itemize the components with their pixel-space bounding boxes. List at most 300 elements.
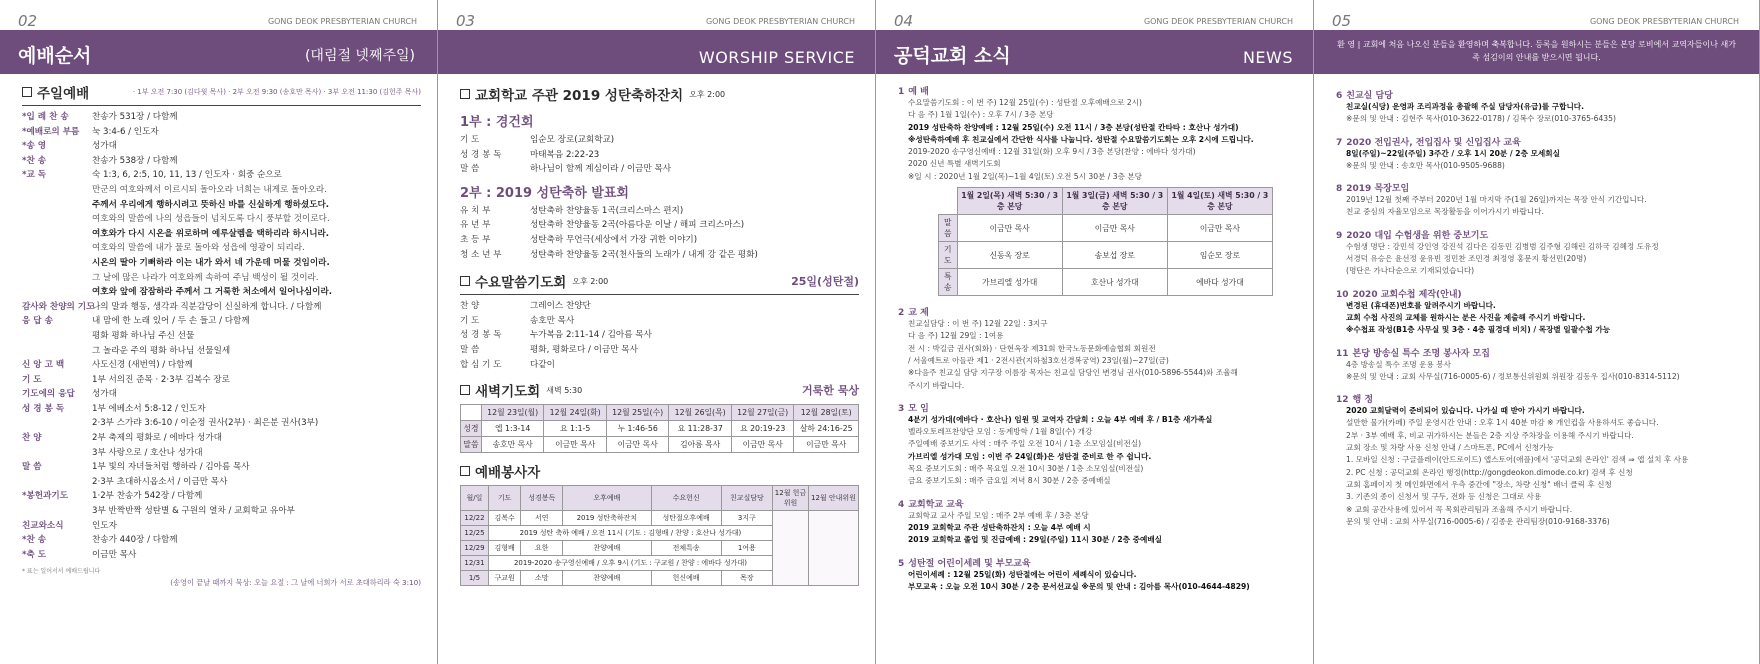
news-line: 어린이세례 : 12월 25일(화) 성탄절에는 어린이 세례식이 있습니다.	[908, 569, 1137, 579]
order-label: *예배로의 부름	[22, 126, 80, 137]
volunteer-table	[460, 485, 859, 586]
table-row	[461, 421, 859, 437]
news-item	[1336, 135, 1743, 173]
table-cell: 누 1:46-56	[606, 421, 669, 437]
news-title-text: 2020 교회수첩 제작(안내)	[1352, 289, 1462, 300]
order-row	[22, 154, 421, 169]
news-line: 2019 성탄축하 찬양예배 : 12월 25일(수) 오전 11시 / 3층 본당(성탄절 칸타타 : 호산나 성가대)	[908, 122, 1239, 132]
table-cell: 요 11:28-37	[669, 421, 732, 437]
church-name: GONG DEOK PRESBYTERIAN CHURCH	[1143, 17, 1293, 26]
table-cell: 목장	[721, 571, 772, 586]
order-label	[22, 475, 92, 490]
order-row	[22, 168, 421, 183]
page-title-en: WORSHIP SERVICE	[698, 48, 855, 67]
responsive-reading-line: 시온의 딸아 기뻐하라 이는 내가 와서 네 가운데 머물 것임이라.	[92, 257, 330, 268]
order-label: 기도에의 응답	[22, 389, 75, 400]
order-value: 눅 3:4-6 / 인도자	[92, 126, 159, 137]
table-header-cell: 1월 2일(목) 새벽 5:30 / 3층 본당	[957, 188, 1062, 215]
news-title-text: 예 배	[908, 87, 929, 97]
christmas-day-label: 25일(성탄절)	[791, 275, 859, 289]
order-value: 숙 1:3, 6, 2:5, 10, 11, 13 / 인도자 · 회중 순으로	[92, 170, 282, 181]
news-line: 4분기 성가대(에바다 · 호산나) 임원 및 교역자 간담회 : 오늘 4부 예배 후 / B1층 새가족실	[908, 414, 1213, 424]
page-worship-order	[0, 0, 438, 664]
page-title: 예배순서	[18, 45, 92, 67]
order-label: 신 앙 고 백	[22, 360, 65, 371]
news-line: 4층 방송실 특수 조명 운용 봉사	[1346, 359, 1451, 369]
table-cell: 12/22	[461, 511, 489, 526]
news-title-text: 본당 방송실 특수 조명 봉사자 모집	[1352, 348, 1490, 359]
news-title-text: 교회학교 교육	[908, 499, 964, 510]
order-row	[22, 387, 421, 402]
order-label: 초 등 부	[460, 234, 491, 245]
responsive-reading-line: 여호와의 말씀에 내가 물로 돌아와 성읍에 영광이 되리라.	[92, 243, 305, 254]
news-line: 문의 및 안내 : 교회 사무실(716-0005-6) / 김종운 관리팀장(010-9168-3376)	[1346, 516, 1610, 526]
order-value: 다같이	[530, 359, 555, 370]
page-number: 03	[456, 12, 476, 30]
news-number: 12	[1336, 395, 1349, 406]
order-row	[22, 125, 421, 140]
table-cell: 김형배	[488, 541, 520, 556]
table-cell: 신동옥 장로	[957, 242, 1062, 269]
order-value: 평화 평화 하나님 주신 선물	[92, 330, 195, 341]
table-cell: 에바다 성가대	[1167, 269, 1272, 296]
news-title-text: 2020 대입 수험생을 위한 중보기도	[1346, 230, 1489, 241]
news-title	[898, 556, 1297, 569]
order-label: *축 도	[22, 549, 47, 560]
offering-committee-cell	[773, 511, 809, 586]
table-cell: 1/5	[461, 571, 489, 586]
table-header-cell: 월/일	[461, 486, 489, 511]
news-title	[898, 401, 1297, 414]
news-line: 금요 중보기도회 : 매주 금요일 저녁 8시 30분 / 2층 중예배실	[908, 476, 1111, 486]
order-value: 나의 말과 행동, 생각과 직분감당이 신실하게 합니다. / 다함께	[92, 301, 322, 312]
checkbox-icon	[22, 87, 32, 97]
news-line: 교회 수첩 사진의 교체를 원하시는 분은 사진을 제출해 주시기 바랍니다.	[1346, 312, 1586, 322]
order-label: *송 영	[22, 141, 47, 152]
table-cell: 2019 성탄축하잔치	[563, 511, 652, 526]
news-title-text: 2019 목장모임	[1346, 184, 1410, 195]
news-title-text: 교 제	[908, 308, 929, 319]
news-number: 10	[1336, 289, 1349, 300]
table-cell: 성탄절오후예배	[651, 511, 721, 526]
table-cell: 호산나 성가대	[1062, 269, 1167, 296]
order-value: 임순모 장로(교회학교)	[530, 135, 615, 145]
news-number: 2	[898, 308, 905, 319]
table-cell: 이금만 목사	[794, 437, 859, 453]
news-line: 2019 교회학교 졸업 및 진급예배 : 29일(주일) 11시 30분 / 2층 중예배실	[908, 535, 1162, 545]
news-number: 11	[1336, 348, 1349, 359]
news-line: 목요 중보기도회 : 매주 목요일 오전 10시 30분 / 1층 소모임실(비전실)	[908, 464, 1144, 474]
order-row	[460, 162, 859, 177]
news-line: 다 음 주) 1월 1일(수) : 오후 7시 / 3층 본당	[908, 110, 1054, 120]
news-line: 주시기 바랍니다.	[908, 380, 965, 390]
table-cell: 이금만 목사	[544, 437, 607, 453]
order-label: 감사와 찬양의 기도	[22, 301, 95, 312]
title-band	[438, 30, 875, 74]
order-row	[460, 343, 859, 358]
order-label: 말 씀	[460, 164, 480, 175]
table-row	[939, 215, 1273, 242]
news-line: 친교실담당 : 이 번 주) 12월 22일 : 3지구	[908, 319, 1048, 329]
order-label: 기 도	[460, 135, 480, 145]
order-row	[460, 314, 859, 329]
order-value: 성탄축하 찬양율동 1곡(크리스마스 편지)	[530, 205, 684, 216]
order-row	[460, 133, 859, 148]
news-line: 부모교육 : 오늘 오전 10시 30분 / 2층 문서선교실 ※문의 및 안내 : 김아름 목사(010-4644-4829)	[908, 581, 1250, 591]
table-row	[461, 511, 859, 526]
order-value: 성가대	[92, 389, 117, 400]
order-label: *찬 송	[22, 535, 47, 546]
order-label: 응 답 송	[22, 316, 53, 327]
order-label: 찬 양	[22, 433, 42, 444]
news-line: 2020 신년 특별 새벽기도회	[908, 159, 1001, 169]
table-cell: 살하 24:16-25	[794, 421, 859, 437]
news-title-text: 행 정	[1352, 395, 1374, 406]
table-cell: 헌신예배	[651, 571, 721, 586]
order-label: 유 치 부	[460, 205, 491, 216]
table-header-cell: 12월 안내위원	[809, 486, 859, 511]
order-label: *찬 송	[22, 155, 47, 166]
news-line: 벨라오토레프찬양단 모임 : 동계방학 / 1월 8일(수) 개강	[908, 427, 1093, 437]
table-cell: 성경	[461, 421, 482, 437]
order-label: 기 도	[460, 315, 480, 326]
checkbox-icon	[460, 276, 470, 286]
news-line: 2부 · 3부 예배 후, 비교 귀가하시는 분들은 2층 지상 주차장을 이용해 주시기 바랍니다.	[1346, 430, 1634, 440]
table-cell: 12/31	[461, 556, 489, 571]
news-line: 2020 교회달력이 준비되어 있습니다. 나가실 때 받아 가시기 바랍니다.	[1346, 406, 1585, 416]
table-header-cell: 1월 4일(토) 새벽 5:30 / 3층 본당	[1167, 188, 1272, 215]
news-title	[1336, 287, 1743, 300]
order-label: 찬 양	[460, 301, 480, 312]
table-header-cell: 성경봉독	[521, 486, 563, 511]
dawn-prayer-table	[460, 404, 859, 453]
checkbox-icon	[460, 385, 470, 395]
order-value: 2·3부 초대하시옵소서 / 이금만 목사	[92, 476, 228, 487]
table-header-cell: 1월 3일(금) 새벽 5:30 / 3층 본당	[1062, 188, 1167, 215]
order-label: 청 소 년 부	[460, 249, 502, 260]
news-item	[1336, 88, 1743, 126]
table-header-cell: 친교실담당	[721, 486, 772, 511]
order-value: 1부 빛의 자녀들처럼 행하라 / 김아름 목사	[92, 462, 250, 473]
table-cell: 요한	[521, 541, 563, 556]
table-header-cell: 12월 26일(목)	[669, 405, 732, 421]
news-item	[898, 556, 1297, 594]
table-cell: 임순모 장로	[1167, 242, 1272, 269]
order-value: 그레이스 찬양단	[530, 301, 591, 312]
order-label: 말 씀	[22, 462, 42, 473]
part2-heading: 2부 : 2019 성탄축하 발표회	[460, 185, 629, 201]
order-row	[22, 533, 421, 548]
order-row	[460, 233, 859, 248]
order-value: 인도자	[92, 520, 117, 531]
order-label: 기 도	[22, 374, 42, 385]
news-line: 수험생 명단 : 강민석 강인영 강진석 김다은 김동민 김병범 김주형 김해린 김하국 김혜정 도유정	[1346, 241, 1659, 251]
table-cell: 송호만 목사	[481, 437, 544, 453]
order-value: 이금만 목사	[92, 549, 137, 560]
order-label: 성 경 봉 독	[460, 149, 502, 160]
news-number: 9	[1336, 230, 1343, 241]
news-title-text: 친교실 담당	[1346, 91, 1393, 101]
footnote: * 표는 일어서서 예배드립니다	[22, 568, 101, 576]
news-item	[898, 401, 1297, 488]
order-label: *봉헌과기도	[22, 491, 69, 502]
newyear-dawn-table	[938, 187, 1273, 296]
news-line: 2. PC 신청 : 공덕교회 온라인 행정(http://gongdeokon.dimode.co.kr) 검색 후 신청	[1346, 467, 1633, 477]
news-item	[898, 305, 1297, 392]
order-row	[460, 248, 859, 263]
news-line: 전 시 : 박길금 권사(회화) · 단현옥장 제31회 한국노동문화예술협회 회원전	[908, 343, 1156, 353]
news-item	[1336, 392, 1743, 528]
news-line: ※문의 및 안내 : 김현주 목사(010-3622-0178) / 김복수 장로(010-3765-6435)	[1346, 114, 1616, 124]
table-corner	[939, 188, 958, 215]
page-number: 05	[1332, 12, 1352, 30]
news-line: 교회 홈페이지 첫 메인화면에서 우측 중간에 "장소, 차량 신청" 배너 클릭 후 신청	[1346, 479, 1612, 489]
order-row	[22, 373, 421, 388]
table-cell: 서연	[521, 511, 563, 526]
news-line: ※다음주 친교실 담당 지구장 이름장 목자는 친교실 담당인 변경님 권사(010-5896-5544)와 조율해	[908, 368, 1238, 378]
order-value: 송호만 목사	[530, 315, 575, 326]
order-row	[22, 314, 421, 329]
table-header-cell: 12월 25일(수)	[606, 405, 669, 421]
table-cell: 이금만 목사	[731, 437, 794, 453]
news-line: 교회 장소 및 차량 사용 신청 안내 / 스마트폰, PC에서 신청가능	[1346, 443, 1554, 453]
order-row	[22, 329, 421, 344]
section-christmas-festival: 교회학교 주관 2019 성탄축하잔치 오후 2:00	[460, 84, 859, 104]
news-line: ※수첩표 작성(B1층 사무실 및 3층 · 4층 필경대 비치) / 목장별 일괄수첩 가능	[1346, 325, 1611, 335]
news-item	[1336, 287, 1743, 337]
order-value: 내 맘에 한 노래 있어 / 두 손 들고 / 다함께	[92, 316, 250, 327]
order-value: 1부 서의진 준목 · 2·3부 김복수 장로	[92, 374, 230, 385]
news-line: 수요말씀기도회 : 이 번 주) 12월 25일(수) : 성탄절 오후예배으로 2시)	[908, 98, 1142, 107]
order-row	[22, 548, 421, 563]
order-value: 그 놀라운 주의 평화 하나님 선물일세	[92, 345, 231, 356]
order-row	[22, 446, 421, 461]
table-header-cell: 오후예배	[563, 486, 652, 511]
table-cell: 이금만 목사	[1062, 215, 1167, 242]
table-cell: 김복수	[488, 511, 520, 526]
order-value: 사도신경 (새번역) / 다함께	[92, 360, 193, 371]
news-line: 변경된 (휴대폰)번호를 알려주시기 바랍니다.	[1346, 300, 1496, 310]
order-value: 3부 반짝반짝 성탄별 & 구원의 열차 / 교회학교 유아부	[92, 506, 295, 517]
order-label: 유 년 부	[460, 220, 491, 231]
table-cell: 12/25	[461, 526, 489, 541]
checkbox-icon	[460, 466, 470, 476]
table-cell-merged: 2019 성탄 축하 예배 / 오전 11시 (기도 : 김형배 / 찬양 : 호산나 성가대)	[488, 526, 772, 541]
news-title	[1336, 88, 1743, 101]
order-value: 마태복음 2:22-23	[530, 149, 600, 160]
news-line: 2019 교회학교 주관 성탄축하잔치 : 오늘 4부 예배 시	[908, 522, 1091, 532]
title-band	[876, 30, 1313, 74]
order-row	[22, 460, 421, 475]
order-row	[22, 431, 421, 446]
table-cell: 기 도	[939, 242, 958, 269]
table-header-cell: 12월 28일(토)	[794, 405, 859, 421]
table-cell: 말 씀	[939, 215, 958, 242]
service-times: · 1부 오전 7:30 (김다윗 목사) · 2부 오전 9:30 (송호만 목사) · 3부 오전 11:30 (김헌주 목사)	[132, 88, 421, 96]
section-wednesday-prayer: 수요말씀기도회 오후 2:00	[460, 271, 608, 291]
order-label: *입 례 찬 송	[22, 112, 69, 122]
responsive-reading-line: 여호와가 다시 시온을 위로하며 예루살렘을 택하리라 하시니라.	[92, 228, 330, 239]
table-cell: 송보섭 장로	[1062, 242, 1167, 269]
order-label	[22, 329, 92, 344]
news-number: 4	[898, 499, 905, 510]
table-cell: 전체특송	[651, 541, 721, 556]
news-item	[1336, 346, 1743, 384]
news-line: 서경덕 유승은 윤선정 윤유빈 정민찬 조민경 최정영 홍문지 황선민(20명)	[1346, 254, 1587, 264]
news-title	[1336, 346, 1743, 359]
section-title: 주일예배	[22, 82, 89, 102]
order-value: 성탄축하 찬양율동 2곡(아름다운 이날 / 해피 크리스마스)	[530, 220, 745, 231]
news-title-text: 모 임	[908, 403, 929, 414]
news-line: 3. 기존의 종이 신청서 및 구두, 전화 등 신청은 그대로 사용	[1346, 492, 1542, 502]
news-title	[898, 84, 1297, 97]
table-cell: 엡 1:3-14	[481, 421, 544, 437]
table-cell: 1여용	[721, 541, 772, 556]
order-value: 2부 축제의 평화로 / 에바다 성가대	[92, 433, 222, 444]
news-item	[1336, 181, 1743, 219]
table-header-row	[461, 486, 859, 511]
news-item	[898, 497, 1297, 547]
news-number: 6	[1336, 91, 1343, 101]
section-volunteers: 예배봉사자	[460, 461, 859, 481]
news-line: 2019-2020 송구영신예배 : 12월 31일(화) 오후 9시 / 3층 본당(찬양 : 에바다 성가대)	[908, 147, 1196, 157]
order-row	[22, 489, 421, 504]
order-value: 평화, 평화로다 / 이금만 목사	[530, 344, 638, 355]
table-header-cell: 기도	[488, 486, 520, 511]
news-line: / 서울예트로 아들관 제1 · 2전시관(지하철3호선경복궁역) 23일(월)~27일(금)	[908, 355, 1169, 365]
order-label: 성 경 봉 독	[22, 403, 65, 414]
news-line: (명단은 가나다순으로 기재되었습니다)	[1346, 266, 1475, 276]
news-line: 주일예배 중보기도 사역 : 매주 주일 오전 10시 / 1층 소모임실(비전실)	[908, 439, 1142, 449]
news-number: 7	[1336, 137, 1343, 148]
news-title	[898, 497, 1297, 510]
order-label	[22, 416, 92, 431]
table-cell: 찬양예배	[563, 571, 652, 586]
order-row	[460, 358, 859, 373]
order-label	[22, 344, 92, 359]
title-band	[0, 30, 437, 74]
page-number: 02	[18, 12, 38, 30]
table-cell: 이금만 목사	[957, 215, 1062, 242]
page-subtitle: (대림절 넷째주일)	[304, 48, 415, 64]
responsive-reading-line: 여호와의 말씀에 나의 성읍들이 넘치도록 다시 풍부할 것이로다.	[92, 214, 330, 225]
order-label	[22, 504, 92, 519]
table-cell: 말씀	[461, 437, 482, 453]
table-cell: 특 송	[939, 269, 958, 296]
order-row	[460, 204, 859, 219]
page-title: 공덕교회 소식	[894, 45, 1011, 67]
order-row	[22, 300, 421, 315]
page-worship-service	[438, 0, 876, 664]
part1-heading: 1부 : 경건회	[460, 115, 534, 130]
table-cell: 요 20:19-23	[731, 421, 794, 437]
order-value: 찬송가 538장 / 다함께	[92, 155, 178, 166]
order-row	[22, 475, 421, 490]
page-news	[876, 0, 1314, 664]
responsive-reading-line: 주께서 우리에게 행하시려고 뜻하신 바를 신실하게 행하셨도다.	[92, 199, 330, 210]
table-header-cell: 수요헌신	[651, 486, 721, 511]
table-cell: 3지구	[721, 511, 772, 526]
page-news-continued	[1314, 0, 1760, 664]
church-name: GONG DEOK PRESBYTERIAN CHURCH	[267, 17, 417, 26]
order-row	[22, 504, 421, 519]
news-item	[1336, 228, 1743, 278]
church-name: GONG DEOK PRESBYTERIAN CHURCH	[705, 17, 855, 26]
news-title	[1336, 228, 1743, 241]
church-name: GONG DEOK PRESBYTERIAN CHURCH	[1589, 17, 1739, 26]
order-value: 성탄축하 무언극(세상에서 가장 귀한 이야기)	[530, 234, 698, 245]
news-line: 1. 모바일 신청 : 구글플레이(안드로이드) 앱스토어(애플)에서 '공덕교회 온라인' 검색 ⇒ 앱 설치 후 사용	[1346, 455, 1689, 465]
checkbox-icon	[460, 89, 470, 99]
welcome-banner: 환 영 | 교회에 처음 나오신 분들을 환영하며 축복합니다. 등록을 원하시는 분들은 본당 로비에서 교역자들이나 새가족 섬김이의 안내를 받으시면 됩니다.	[1314, 30, 1759, 74]
news-line: ※성탄축하예배 후 친교실에서 간단한 식사를 나눕니다. 성탄절 수요말씀기도회는 오후 2시에 드립니다.	[908, 134, 1254, 144]
order-value: 하나님이 함께 계심이라 / 이금만 목사	[530, 164, 672, 175]
news-item	[898, 84, 1297, 296]
table-row	[939, 269, 1273, 296]
order-value: 2·3부 스가랴 3:6-10 / 이순정 권사(2부) · 최은분 권사(3부)	[92, 418, 319, 429]
order-label: 합 심 기 도	[460, 359, 502, 370]
table-header-row	[939, 188, 1273, 215]
order-row	[22, 139, 421, 154]
order-row	[22, 416, 421, 431]
order-row	[22, 344, 421, 359]
order-label: *교 독	[22, 170, 47, 181]
order-label	[22, 446, 92, 461]
table-cell: 구교원	[488, 571, 520, 586]
table-cell: 찬양예배	[563, 541, 652, 556]
order-label: 말 씀	[460, 344, 480, 355]
order-label: 성 경 봉 독	[460, 330, 502, 341]
order-value: 3부 사랑으로 / 호산나 성가대	[92, 447, 203, 458]
order-value: 찬송가 531장 / 다함께	[92, 112, 178, 122]
table-cell: 김아름 목사	[669, 437, 732, 453]
silent-prayer-note: (송영이 끝날 때까지 묵상: 오늘 요절 : 그 날에 너희가 서로 초대하리라 숙 3:10)	[170, 578, 421, 588]
news-line: 가브리엘 성가대 모임 : 이번 주 24일(화)은 성탄절 준비로 한 주 쉽니다.	[908, 451, 1152, 461]
order-row	[22, 358, 421, 373]
news-line: 설만한 물가(카페) 주일 운영시간 안내 : 오후 1시 40분 마감 ※ 개인컵을 사용하셔도 좋습니다.	[1346, 418, 1659, 428]
table-corner	[461, 405, 482, 421]
table-header-cell: 12월 헌금위원	[773, 486, 809, 511]
table-cell: 이금만 목사	[606, 437, 669, 453]
table-cell: 이금만 목사	[1167, 215, 1272, 242]
news-number: 8	[1336, 184, 1343, 195]
table-row	[939, 242, 1273, 269]
news-line: 교회학교 교사 주일 모임 : 매주 2부 예배 후 / 3층 본당	[908, 510, 1089, 520]
news-title	[1336, 135, 1743, 148]
news-line: 8일(주일)~22일(주일) 3주간 / 오후 1시 20분 / 2층 모세회실	[1346, 148, 1560, 158]
order-row	[22, 402, 421, 417]
table-header-cell: 12월 27일(금)	[731, 405, 794, 421]
news-line: 친교 중심의 자율모임으로 목장활동을 이어가시기 바랍니다.	[1346, 207, 1544, 217]
news-number: 1	[898, 87, 905, 97]
order-value: 찬송가 440장 / 다함께	[92, 535, 178, 546]
order-row	[460, 328, 859, 343]
news-line: 다 음 주) 12월 29일 : 1여용	[908, 331, 1004, 341]
page-title-en: NEWS	[1242, 48, 1293, 67]
table-header-row	[461, 405, 859, 421]
order-value: 1·2부 찬송가 542장 / 다함께	[92, 491, 203, 502]
table-header-cell: 12월 23일(월)	[481, 405, 544, 421]
order-value: 성탄축하 찬양율동 2곡(천사들의 노래가 / 내게 강 같은 평화)	[530, 249, 758, 260]
order-row	[460, 299, 859, 314]
table-cell: 가브리엘 성가대	[957, 269, 1062, 296]
order-value: 1부 에베소서 5:8-12 / 인도자	[92, 403, 206, 414]
news-line: ※ 교회 공간사용에 있어서 꼭 목회관리팀과 조율해 주시기 바랍니다.	[1346, 504, 1573, 514]
holy-meditation-label: 거룩한 묵상	[802, 384, 859, 398]
news-number: 5	[898, 558, 905, 569]
news-title	[1336, 392, 1743, 405]
usher-committee-cell	[809, 511, 859, 586]
